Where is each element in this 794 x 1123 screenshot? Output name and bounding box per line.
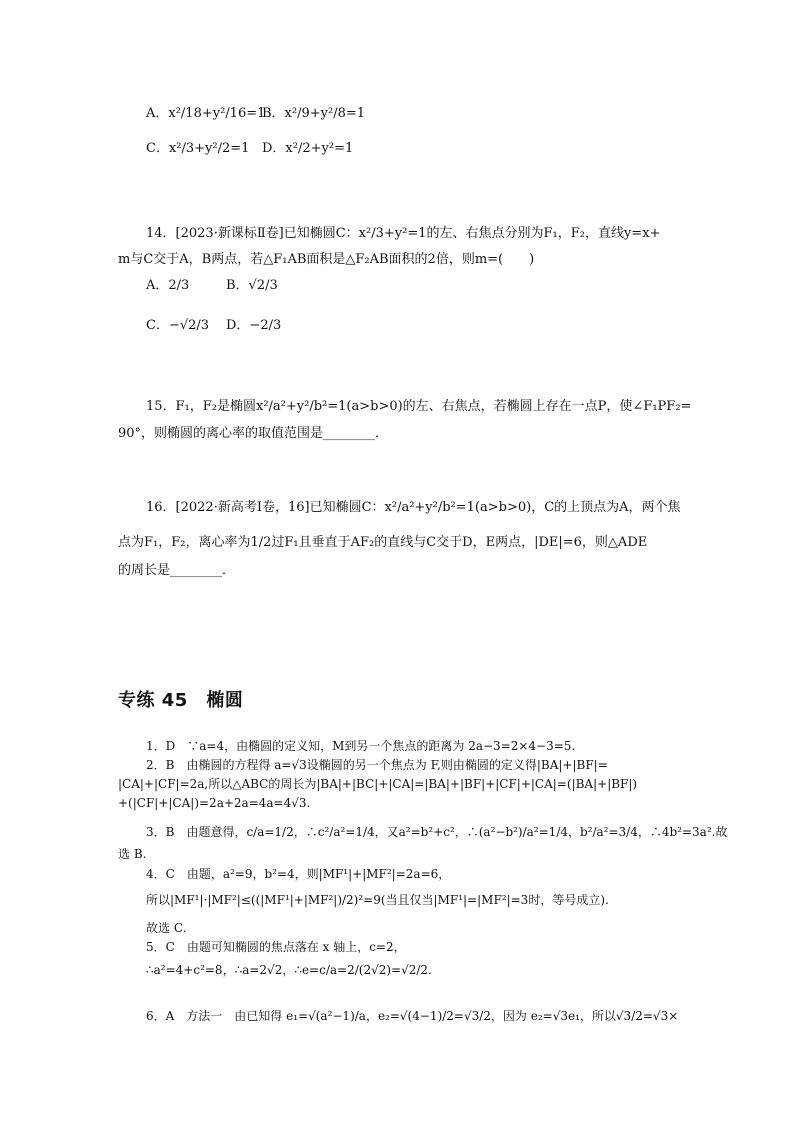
- q15-line-2: 90°，则椭圆的离心率的取值范围是________．: [118, 426, 389, 441]
- answer-1: 1．D ∵a=4，由椭圆的定义知，M到另一个焦点的距离为 2a−3=2×4−3=5.: [146, 739, 576, 753]
- answer-2-line-3: +(|CF|+|CA|)=2a+2a=4a=4√3.: [118, 796, 311, 810]
- q14-option-b: B．√2/3: [226, 278, 278, 293]
- answer-3-line-2: 选 B.: [118, 847, 147, 861]
- answer-6-line-1: 6．A 方法一 由已知得 e₁=√(a²−1)/a，e₂=√(4−1)/2=√3/2，因为 e₂=√3e₁，所以√3/2=√3×: [146, 1009, 679, 1023]
- q16-line-2: 点为F₁，F₂，离心率为1/2过F₁且垂直于AF₂的直线与C交于D，E两点，|DE|=6，则△ADE: [118, 535, 648, 550]
- answer-4-line-1: 4．C 由题，a²=9，b²=4，则|MF¹|+|MF²|=2a=6，: [146, 867, 451, 881]
- q14-line-2: m与C交于A，B两点，若△F₁AB面积是△F₂AB面积的2倍，则m=( ): [118, 252, 535, 267]
- answer-2-line-1: 2．B 由椭圆的方程得 a=√3设椭圆的另一个焦点为 F,则由椭圆的定义得|BA|+|BF|=: [146, 758, 608, 772]
- q13-option-d: D．x²/2+y²=1: [262, 141, 354, 156]
- q14-option-d: D．−2/3: [226, 318, 282, 333]
- q14-option-a: A．2/3: [146, 278, 190, 293]
- answer-4-line-3: 故选 C.: [146, 921, 187, 935]
- answer-5-line-1: 5．C 由题可知椭圆的焦点落在 x 轴上，c=2，: [146, 940, 406, 954]
- answer-2-line-2: |CA|+|CF|=2a,所以△ABC的周长为|BA|+|BC|+|CA|=|BA|+|BF|+|CF|+|CA|=(|BA|+|BF|): [118, 777, 638, 791]
- q13-option-a: A．x²/18+y²/16=1: [146, 106, 266, 121]
- q15-line-1: 15．F₁，F₂是椭圆x²/a²+y²/b²=1(a>b>0)的左、右焦点，若椭圆上存在一点P，使∠F₁PF₂=: [146, 399, 692, 414]
- section-title: 专练 45 椭圆: [118, 690, 244, 711]
- q16-line-1: 16．[2022·新高考Ⅰ卷，16]已知椭圆C：x²/a²+y²/b²=1(a>b>0)，C的上顶点为A，两个焦: [146, 500, 681, 515]
- answer-4-line-2: 所以|MF¹|·|MF²|≤((|MF¹|+|MF²|)/2)²=9(当且仅当|MF¹|=|MF²|=3时，等号成立).: [146, 893, 609, 907]
- answer-3-line-1: 3．B 由题意得，c/a=1/2，∴c²/a²=1/4，又a²=b²+c²，∴(a²−b²)/a²=1/4，b²/a²=3/4，∴4b²=3a².故: [146, 825, 728, 839]
- q16-line-3: 的周长是________．: [118, 563, 236, 578]
- q14-option-c: C．−√2/3: [146, 318, 210, 333]
- answer-5-line-2: ∴a²=4+c²=8，∴a=2√2，∴e=c/a=2/(2√2)=√2/2.: [146, 963, 432, 977]
- q13-option-b: B．x²/9+y²/8=1: [262, 106, 366, 121]
- q13-option-c: C．x²/3+y²/2=1: [146, 141, 250, 156]
- q14-line-1: 14．[2023·新课标Ⅱ卷]已知椭圆C：x²/3+y²=1的左、右焦点分别为F₁，F₂，直线y=x+: [146, 226, 661, 241]
